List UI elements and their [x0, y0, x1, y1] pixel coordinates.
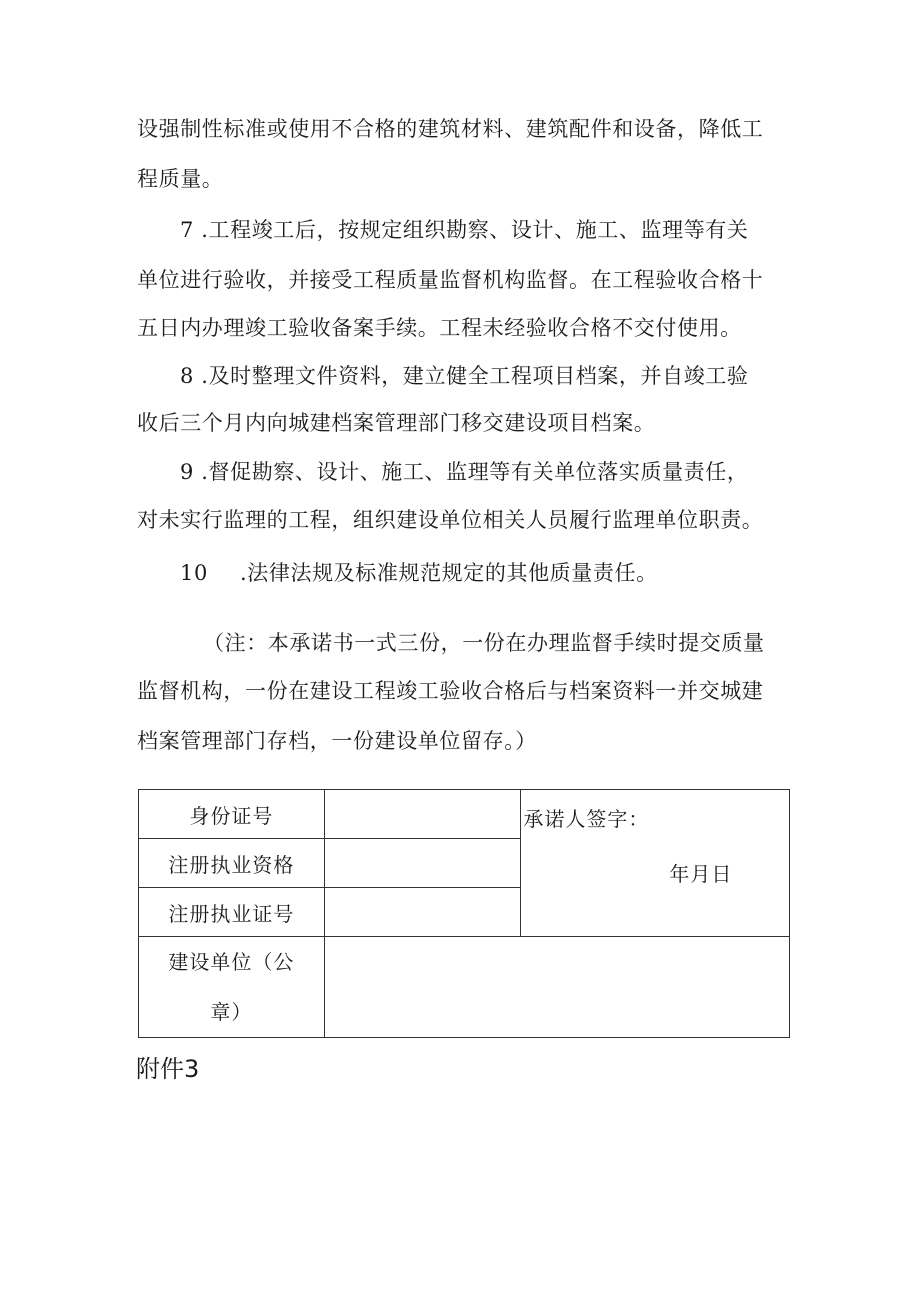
- paragraph-7-line-2: 单位进行验收，并接受工程质量监督机构监督。在工程验收合格十: [137, 268, 764, 292]
- note-line-2: 监督机构，一份在建设工程竣工验收合格后与档案资料一并交城建: [137, 679, 764, 703]
- construction-unit-label: [139, 937, 325, 1038]
- construction-unit-label-line-2: 章）: [210, 1000, 253, 1024]
- construction-unit-seal-area[interactable]: [324, 937, 789, 1038]
- note-line-3: 档案管理部门存档，一份建设单位留存。）: [137, 729, 537, 753]
- paragraph-6-line-1: 设强制性标准或使用不合格的建筑材料、建筑配件和设备，降低工: [137, 117, 764, 141]
- registered-certificate-value[interactable]: [324, 888, 521, 937]
- paragraph-8-line-1: 8 .及时整理文件资料，建立健全工程项目档案，并自竣工验: [180, 364, 749, 388]
- registered-qualification-label: 注册执业资格: [139, 839, 325, 888]
- signature-cell[interactable]: [521, 790, 790, 937]
- paragraph-10-text: .法律法规及标准规范规定的其他质量责任。: [240, 561, 658, 585]
- registered-qualification-value[interactable]: [324, 839, 521, 888]
- paragraph-9-line-1: 9 .督促勘察、设计、施工、监理等有关单位落实质量责任，: [180, 460, 749, 484]
- paragraph-6-line-2: 程质量。: [137, 167, 224, 191]
- attachment-heading: 附件3: [136, 1055, 200, 1083]
- construction-unit-label-line-1: 建设单位（公: [168, 950, 295, 974]
- note-line-1: （注：本承诺书一式三份，一份在办理监督手续时提交质量: [203, 631, 765, 655]
- signature-label: 承诺人签字：: [523, 807, 650, 831]
- paragraph-9-line-2: 对未实行监理的工程，组织建设单位相关人员履行监理单位职责。: [137, 508, 764, 532]
- signature-table: [138, 789, 790, 1038]
- id-number-value[interactable]: [324, 790, 521, 839]
- paragraph-7-line-3: 五日内办理竣工验收备案手续。工程未经验收合格不交付使用。: [137, 316, 742, 340]
- paragraph-10: [180, 558, 840, 588]
- paragraph-7-line-1: 7 .工程竣工后，按规定组织勘察、设计、施工、监理等有关: [180, 218, 749, 242]
- registered-certificate-label: 注册执业证号: [139, 888, 325, 937]
- paragraph-10-number: 10: [180, 561, 208, 585]
- paragraph-8-line-2: 收后三个月内向城建档案管理部门移交建设项目档案。: [137, 411, 656, 435]
- signature-date-label: 年月日: [669, 862, 733, 886]
- id-number-label: 身份证号: [139, 790, 325, 839]
